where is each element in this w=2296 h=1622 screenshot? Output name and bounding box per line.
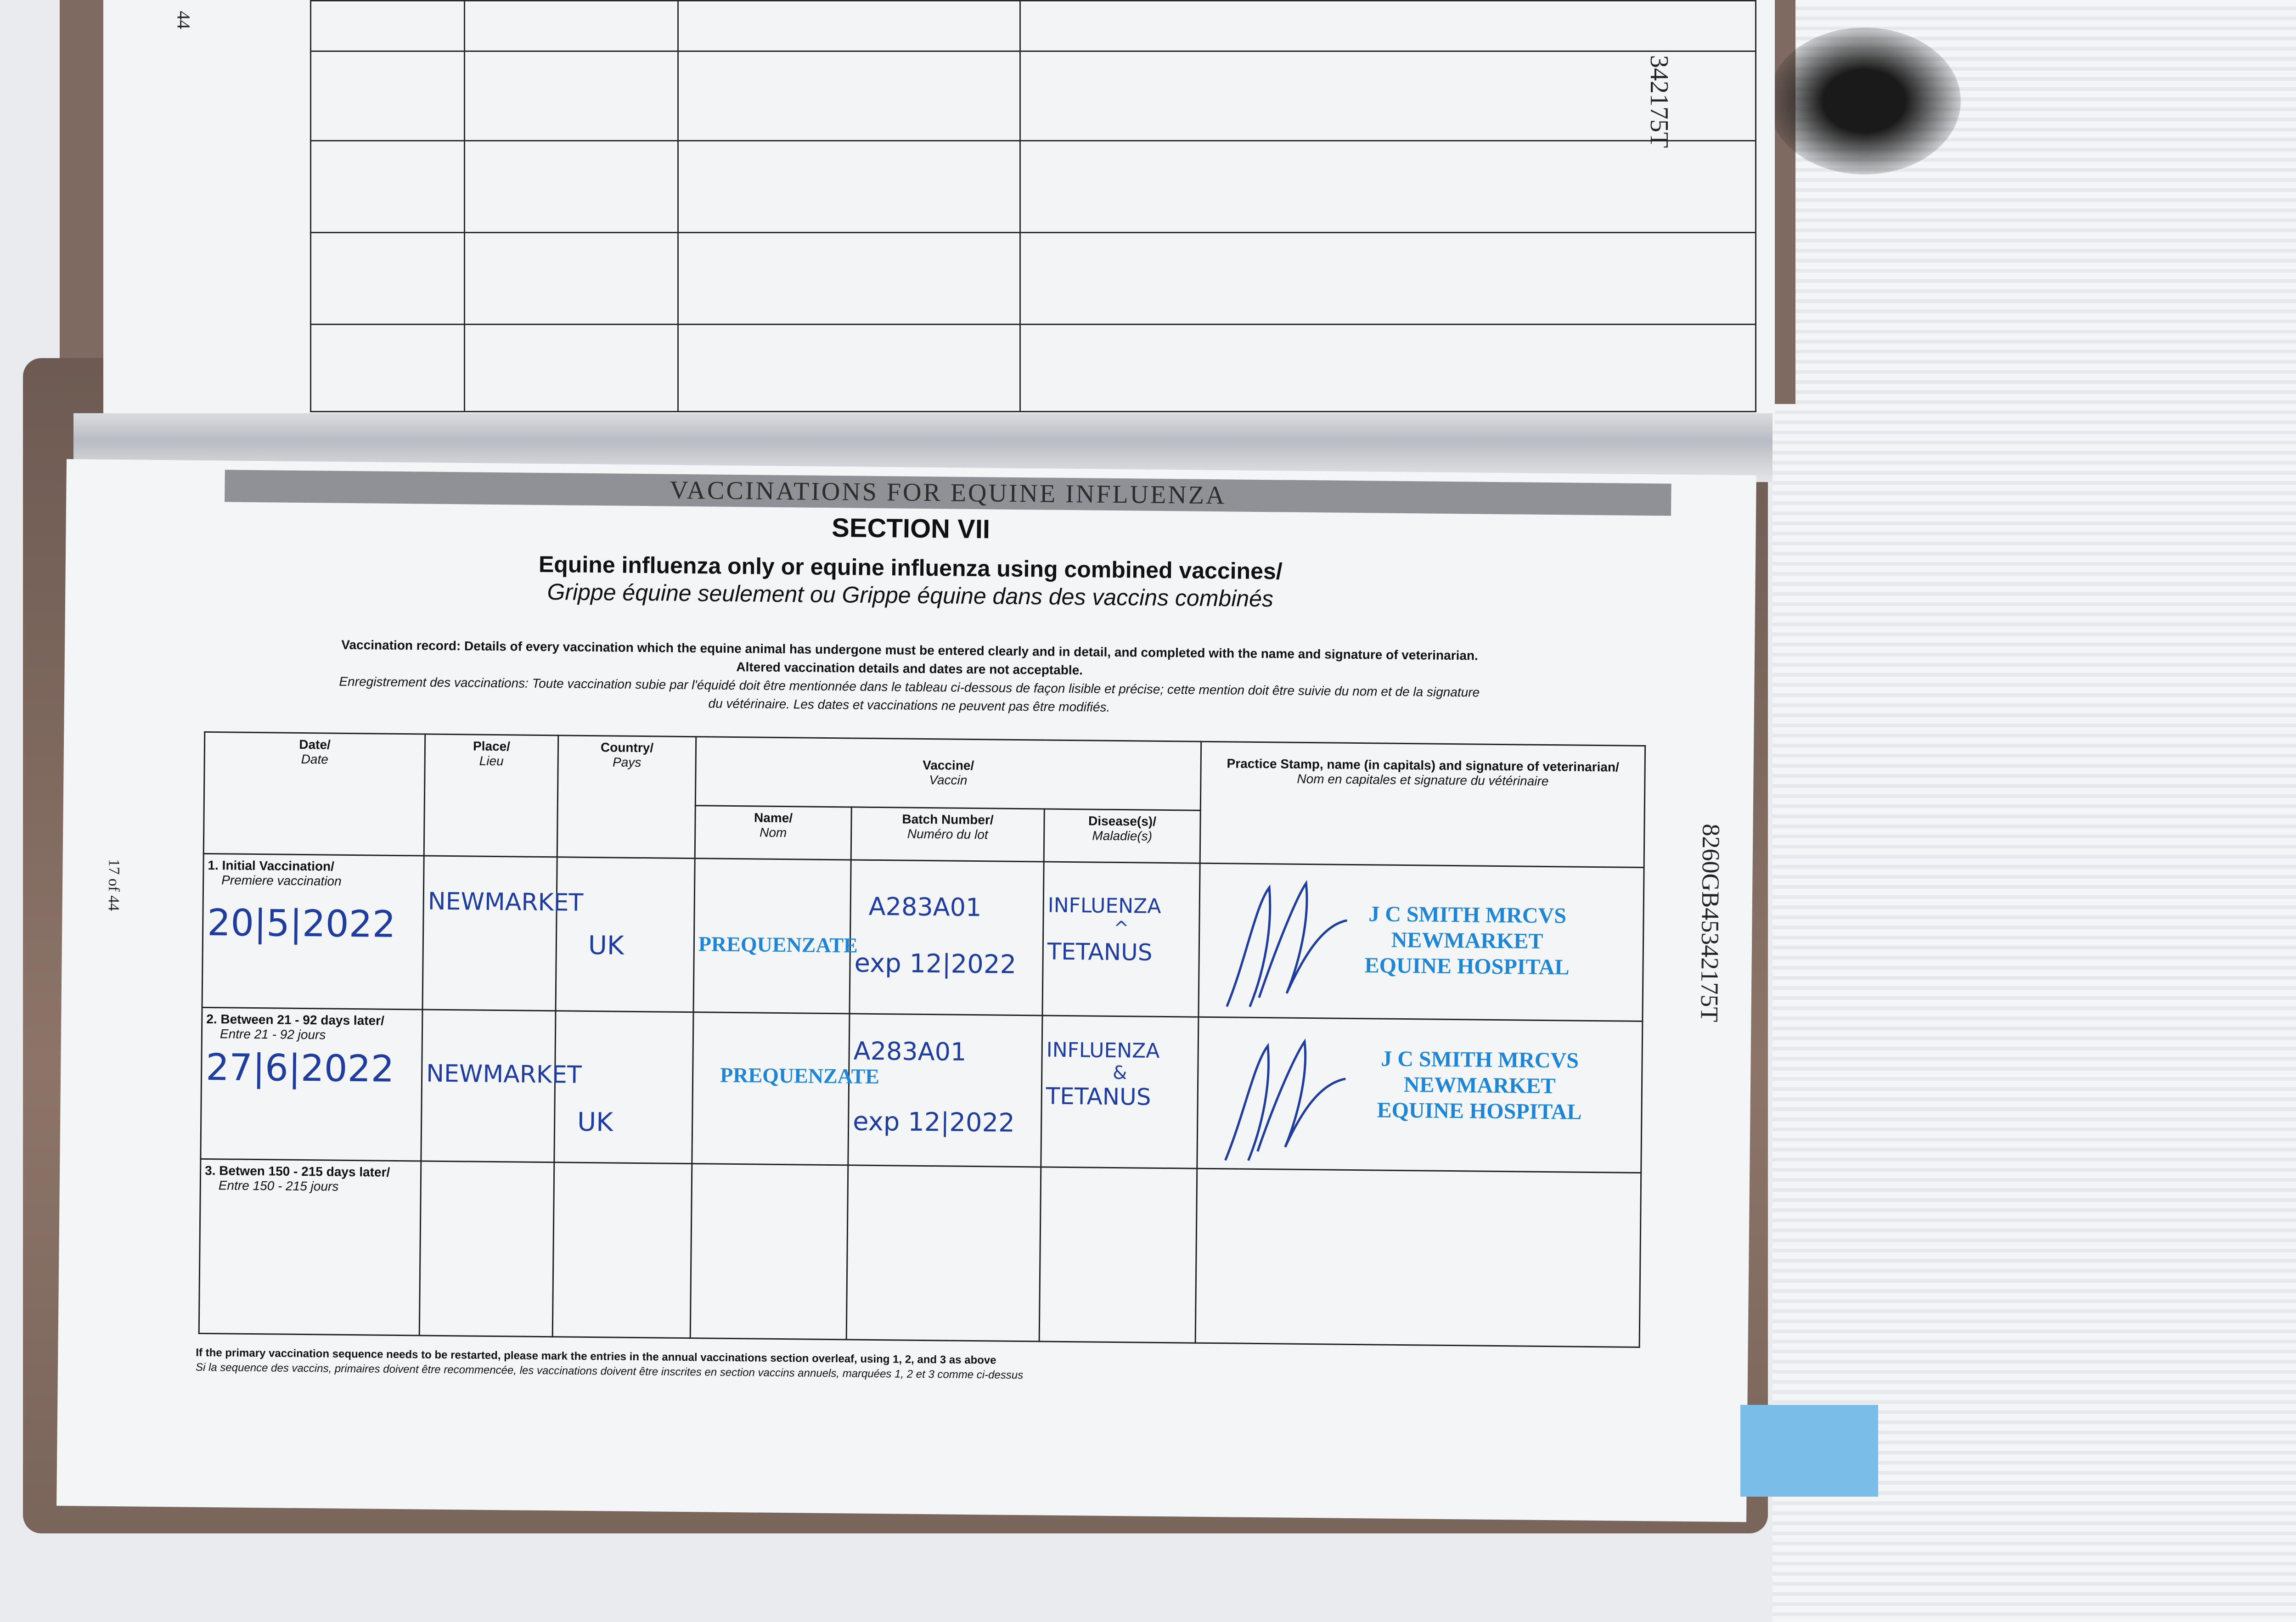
row3-country-cell [552,1162,692,1338]
row1-label-cell [202,853,424,1010]
row2-disease-cell [1041,1016,1199,1168]
header-date [203,732,425,856]
record-note-en-2: Altered vaccination details and dates are not acceptable. [736,660,1083,678]
table-row [199,1159,1641,1347]
row1-disease-separator: ^ [1113,917,1129,939]
row1-label-fr: Premiere vaccination [221,873,342,888]
header-country-fr: Pays [612,755,642,770]
record-note-fr-2: du vétérinaire. Les dates et vaccinations ne peuvent pas être modifiés. [708,696,1110,714]
row1-disease-2: TETANUS [1047,938,1153,966]
header-disease [1044,809,1200,863]
row1-name-cell [693,859,858,1014]
row1-place-cell [422,856,584,1011]
row3-label: 3. Betwen 150 - 215 days later/ [204,1163,390,1179]
row2-country-cell [554,1011,693,1164]
row1-country: UK [588,930,624,961]
row1-batch-cell [850,860,1044,1016]
header-country [557,735,696,859]
row2-label-cell [201,1007,422,1161]
row1-stamp-town: NEWMARKET [1391,927,1543,954]
header-batch-fr: Numéro du lot [907,826,988,842]
header-vaccine [695,737,1201,811]
row1-date: 20|5|2022 [207,901,396,946]
row3-label-cell [199,1159,421,1336]
row2-batch: A283A01 [853,1036,967,1066]
upper-page-number: 44 [173,11,194,29]
row1-vaccine-name: PREQUENZATE [698,932,858,957]
section-banner: VACCINATIONS FOR EQUINE INFLUENZA [225,470,1671,516]
header-vaccine-fr: Vaccin [929,773,968,787]
record-note-en-1: Vaccination record: Details of every vaccination which the equine animal has undergone must be entered clearly and in detail, and completed with the name and signature of veterinarian. [341,637,1478,663]
header-stamp-en: Practice Stamp, name (in capitals) and signature of veterinarian/ [1227,756,1620,775]
row3-name-cell [690,1164,848,1340]
footer-note-fr: Si la sequence des vaccins, primaires doivent être recommencée, les vaccinations doivent être inscrites en section vaccins annuels, marquées 1, 2 et 3 comme ci-dessus [195,1361,1024,1382]
row3-stamp-cell [1195,1168,1641,1347]
row2-label: 2. Between 21 - 92 days later/ [206,1011,384,1028]
upper-page-table [310,0,1756,412]
vaccination-page [56,459,1756,1522]
background-surface [1773,0,2296,1622]
page-count: 17 of 44 [105,859,123,911]
row2-stamp-cell [1197,1017,1643,1173]
header-stamp-fr: Nom en capitales et signature du vétérinaire [1297,771,1549,789]
header-country-en: Country/ [600,740,654,755]
row2-date: 27|6|2022 [205,1045,394,1090]
header-place-fr: Lieu [479,753,504,769]
row1-disease-cell [1042,862,1200,1017]
row1-batch-expiry: exp 12|2022 [854,948,1017,980]
row3-place-cell [419,1161,554,1337]
header-place-en: Place/ [473,739,511,754]
header-batch-en: Batch Number/ [902,812,994,827]
row2-disease-1: INFLUENZA [1046,1038,1160,1063]
main-side-code: 8260GB45342175T [1695,824,1725,1022]
row1-stamp-name: J C SMITH MRCVS [1368,902,1567,928]
table-row [201,1007,1643,1173]
row3-label-fr: Entre 150 - 215 jours [218,1178,339,1194]
row2-stamp-name: J C SMITH MRCVS [1381,1046,1579,1073]
row2-place-cell [421,1010,582,1162]
row2-batch-expiry: exp 12|2022 [852,1106,1015,1138]
row2-country: UK [577,1107,613,1138]
row2-vaccine-name: PREQUENZATE [720,1063,880,1089]
row2-stamp-town: NEWMARKET [1403,1072,1556,1099]
row2-stamp-practice: EQUINE HOSPITAL [1377,1098,1582,1124]
header-batch [851,807,1044,862]
header-vaccine-en: Vaccine/ [923,758,974,773]
row2-name-cell [692,1012,880,1165]
row1-stamp-practice: EQUINE HOSPITAL [1364,953,1570,980]
header-name [695,806,851,860]
subtitle-french: Grippe équine seulement ou Grippe équine dans des vaccins combinés [547,579,1274,612]
row1-country-cell [556,857,695,1012]
shadow-blob [1768,28,1961,174]
footer-note-en: If the primary vaccination sequence needs to be restarted, please mark the entries in the annual vaccinations section overleaf, using 1, 2, and 3 as above [196,1346,996,1367]
header-name-fr: Nom [760,825,787,840]
row3-disease-cell [1039,1167,1197,1343]
row1-stamp-cell [1199,863,1644,1021]
table-row [202,853,1644,1021]
row1-batch: A283A01 [868,892,982,922]
vet-signature-1 [1218,869,1357,1017]
row2-disease-2: TETANUS [1046,1083,1151,1111]
header-disease-fr: Maladie(s) [1092,828,1153,843]
row2-place: NEWMARKET [426,1060,582,1089]
header-date-en: Date/ [299,737,331,752]
upper-side-code: 342175T [1645,55,1673,148]
blue-index-tab [1740,1405,1878,1497]
vet-signature-2 [1216,1022,1355,1171]
row2-disease-separator: & [1112,1062,1127,1084]
row1-place: NEWMARKET [428,887,584,917]
row2-label-fr: Entre 21 - 92 jours [219,1027,326,1042]
section-title: SECTION VII [831,513,990,544]
header-place [424,734,558,857]
header-date-fr: Date [301,752,328,767]
vaccination-table [198,731,1646,1348]
row2-batch-cell [848,1014,1042,1167]
record-note-fr-1: Enregistrement des vaccinations: Toute vaccination subie par l'équidé doit être mentionnée dans le tableau ci-dessous de façon lisible et précise; cette mention doit être suivie du nom et de la signature [339,674,1480,700]
row3-batch-cell [846,1165,1041,1341]
row1-disease-1: INFLUENZA [1047,893,1161,918]
row1-label: 1. Initial Vaccination/ [208,858,335,874]
header-name-en: Name/ [754,810,793,825]
upper-page [103,0,1775,427]
header-disease-en: Disease(s)/ [1088,814,1157,829]
header-stamp [1200,741,1645,867]
subtitle-english: Equine influenza only or equine influenza using combined vaccines/ [538,551,1283,584]
